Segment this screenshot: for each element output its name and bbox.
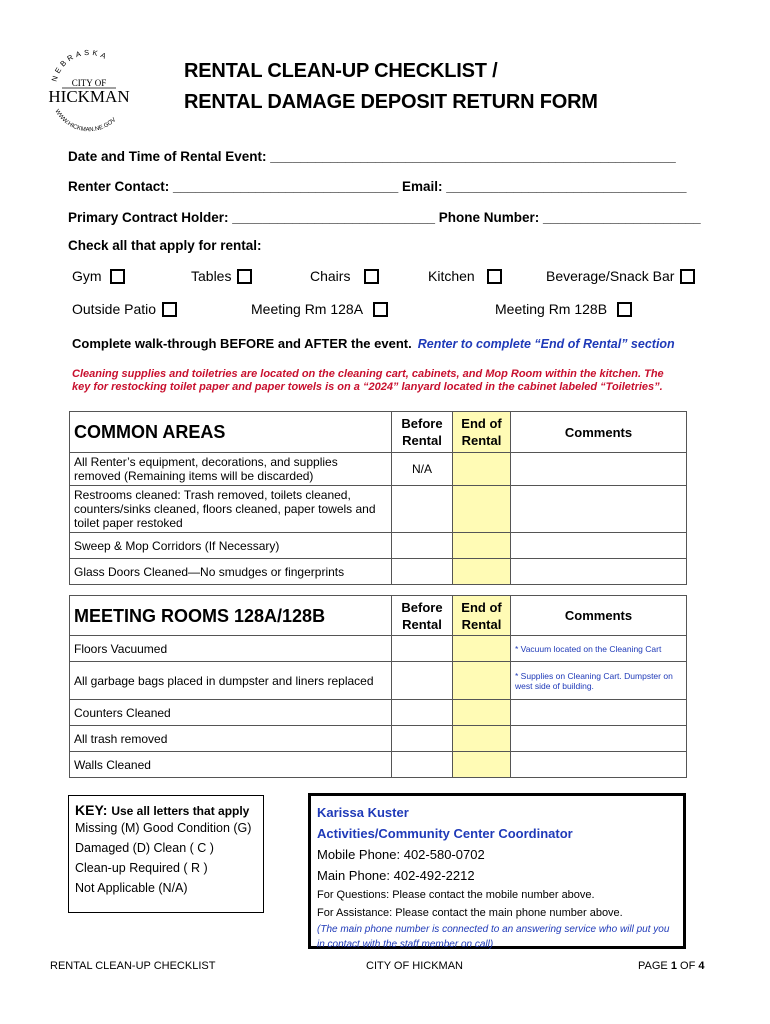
key-line: Damaged (D) Clean ( C ) bbox=[75, 841, 214, 855]
title-line-1: RENTAL CLEAN-UP CHECKLIST / bbox=[184, 60, 498, 82]
end-cell[interactable] bbox=[453, 533, 511, 559]
logo-url: WWW.HICKMAN.NE.GOV bbox=[53, 108, 118, 134]
tables-checkbox[interactable] bbox=[237, 269, 252, 284]
before-cell[interactable] bbox=[392, 662, 453, 700]
col-comments: Comments bbox=[511, 412, 687, 453]
contact-box bbox=[308, 793, 686, 949]
end-cell[interactable] bbox=[453, 752, 511, 778]
option-tables[interactable]: Tables bbox=[191, 268, 252, 284]
col-comments: Comments bbox=[511, 596, 687, 636]
primary-holder-field[interactable]: Primary Contract Holder: ___________________________ Phone Number: _____________________ bbox=[68, 210, 701, 225]
comment-cell[interactable] bbox=[511, 752, 687, 778]
contact-assistance: For Assistance: Please contact the main phone number above. bbox=[317, 907, 623, 919]
end-cell[interactable] bbox=[453, 700, 511, 726]
comment-cell[interactable] bbox=[511, 559, 687, 585]
contact-mobile[interactable]: Mobile Phone: 402-580-0702 bbox=[317, 847, 485, 862]
option-beverage-snack-bar[interactable]: Beverage/Snack Bar bbox=[546, 268, 695, 284]
footer-page: PAGE 1 OF 4 bbox=[638, 960, 705, 972]
city-of-hickman-logo bbox=[44, 46, 134, 136]
key-line: Missing (M) Good Condition (G) bbox=[75, 821, 252, 835]
option-kitchen[interactable]: Kitchen bbox=[428, 268, 502, 284]
table-row: All garbage bags placed in dumpster and liners replaced * Supplies on Cleaning Cart. Dumpster on west side of building. bbox=[70, 662, 687, 700]
comment-cell[interactable] bbox=[511, 486, 687, 533]
end-cell[interactable] bbox=[453, 559, 511, 585]
comment-cell[interactable] bbox=[511, 700, 687, 726]
contact-questions: For Questions: Please contact the mobile number above. bbox=[317, 889, 595, 901]
contact-role: Activities/Community Center Coordinator bbox=[317, 826, 573, 841]
beverage-checkbox[interactable] bbox=[680, 269, 695, 284]
meeting-128a-checkbox[interactable] bbox=[373, 302, 388, 317]
before-cell[interactable] bbox=[392, 533, 453, 559]
walkthrough-instruction: Complete walk-through BEFORE and AFTER the event. Renter to complete “End of Rental” section bbox=[72, 336, 675, 351]
logo-city-of: CITY OF bbox=[71, 78, 107, 88]
meeting-rooms-table bbox=[69, 595, 687, 778]
before-cell[interactable] bbox=[392, 636, 453, 662]
end-cell[interactable] bbox=[453, 453, 511, 486]
date-time-field[interactable]: Date and Time of Rental Event: ______________________________________________________ bbox=[68, 149, 676, 164]
meeting-rooms-heading: MEETING ROOMS 128A/128B bbox=[70, 596, 392, 636]
table-row: Sweep & Mop Corridors (If Necessary) bbox=[70, 533, 687, 559]
comment-cell[interactable] bbox=[511, 726, 687, 752]
col-before-rental: Before Rental bbox=[392, 596, 453, 636]
col-end-of-rental: End of Rental bbox=[453, 596, 511, 636]
renter-contact-field[interactable]: Renter Contact: ______________________________ Email: ________________________________ bbox=[68, 179, 687, 194]
before-cell[interactable] bbox=[392, 752, 453, 778]
option-outside-patio[interactable]: Outside Patio bbox=[72, 301, 177, 317]
key-line: Clean-up Required ( R ) bbox=[75, 861, 208, 875]
check-all-label: Check all that apply for rental: bbox=[68, 238, 262, 253]
option-meeting-128b[interactable]: Meeting Rm 128B bbox=[495, 301, 632, 317]
common-areas-table bbox=[69, 411, 687, 585]
footer-center: CITY OF HICKMAN bbox=[366, 960, 463, 972]
logo-state-text: NEBRASKA bbox=[49, 47, 111, 83]
comment-cell[interactable]: * Vacuum located on the Cleaning Cart bbox=[511, 636, 687, 662]
title-line-2: RENTAL DAMAGE DEPOSIT RETURN FORM bbox=[184, 91, 598, 113]
outside-patio-checkbox[interactable] bbox=[162, 302, 177, 317]
key-title: KEY: Use all letters that apply bbox=[75, 802, 250, 818]
contact-note: (The main phone number is connected to an answering service who will put you in contact with the staff member on call) bbox=[317, 924, 670, 950]
common-areas-heading: COMMON AREAS bbox=[70, 412, 392, 453]
table-row: Floors Vacuumed * Vacuum located on the Cleaning Cart bbox=[70, 636, 687, 662]
table-row: Glass Doors Cleaned—No smudges or fingerprints bbox=[70, 559, 687, 585]
table-row: Restrooms cleaned: Trash removed, toilets cleaned, counters/sinks cleaned, floors cleaned, paper towels and toilet paper restoked bbox=[70, 486, 687, 533]
kitchen-checkbox[interactable] bbox=[487, 269, 502, 284]
before-cell[interactable] bbox=[392, 700, 453, 726]
comment-cell[interactable] bbox=[511, 453, 687, 486]
meeting-128b-checkbox[interactable] bbox=[617, 302, 632, 317]
col-before-rental: Before Rental bbox=[392, 412, 453, 453]
end-cell[interactable] bbox=[453, 636, 511, 662]
comment-cell[interactable] bbox=[511, 533, 687, 559]
before-cell[interactable] bbox=[392, 726, 453, 752]
end-cell[interactable] bbox=[453, 662, 511, 700]
table-row: All Renter’s equipment, decorations, and supplies removed (Remaining items will be discarded) N/A bbox=[70, 453, 687, 486]
key-box bbox=[68, 795, 264, 913]
footer-left: RENTAL CLEAN-UP CHECKLIST bbox=[50, 960, 216, 972]
contact-name: Karissa Kuster bbox=[317, 805, 409, 820]
contact-main-phone[interactable]: Main Phone: 402-492-2212 bbox=[317, 868, 475, 883]
logo-name: HICKMAN bbox=[48, 87, 130, 106]
option-chairs[interactable]: Chairs bbox=[310, 268, 379, 284]
walkthrough-note: Renter to complete “End of Rental” section bbox=[417, 337, 675, 351]
supplies-note: Cleaning supplies and toiletries are located on the cleaning cart, cabinets, and Mop Room within the kitchen. The key for restocking toilet paper and paper towels is on a “2024” lanyard located in the cabinet labeled “Toiletries”. bbox=[72, 368, 664, 393]
table-row: Walls Cleaned bbox=[70, 752, 687, 778]
table-row: All trash removed bbox=[70, 726, 687, 752]
end-cell[interactable] bbox=[453, 486, 511, 533]
option-meeting-128a[interactable]: Meeting Rm 128A bbox=[251, 301, 388, 317]
end-cell[interactable] bbox=[453, 726, 511, 752]
col-end-of-rental: End of Rental bbox=[453, 412, 511, 453]
key-line: Not Applicable (N/A) bbox=[75, 881, 188, 895]
table-row: Counters Cleaned bbox=[70, 700, 687, 726]
option-gym[interactable]: Gym bbox=[72, 268, 125, 284]
chairs-checkbox[interactable] bbox=[364, 269, 379, 284]
before-cell[interactable] bbox=[392, 486, 453, 533]
comment-cell[interactable]: * Supplies on Cleaning Cart. Dumpster on west side of building. bbox=[511, 662, 687, 700]
gym-checkbox[interactable] bbox=[110, 269, 125, 284]
before-cell[interactable] bbox=[392, 559, 453, 585]
